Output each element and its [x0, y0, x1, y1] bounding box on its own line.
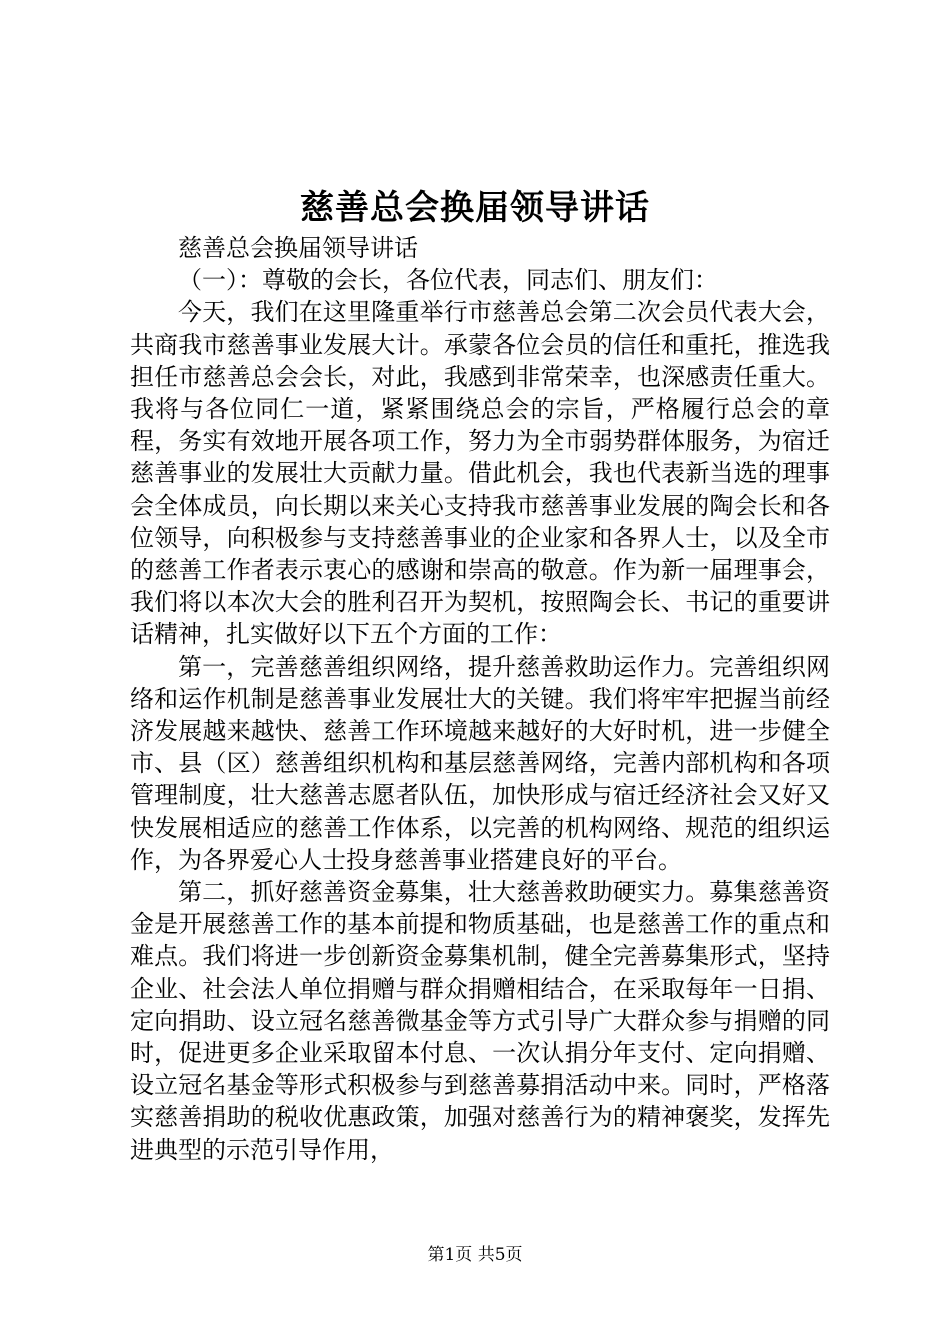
paragraph-point-one: 第一，完善慈善组织网络，提升慈善救助运作力。完善组织网络和运作机制是慈善事业发展壮大的关键。我们将牢牢把握当前经济发展越来越快、慈善工作环境越来越好的大好时机，进一步健全市、县（区）慈善组织机构和基层慈善网络，完善内部机构和各项管理制度，壮大慈善志愿者队伍，加快形成与宿迁经济社会又好又快发展相适应的慈善工作体系，以完善的机构网络、规范的组织运作，为各界爱心人士投身慈善事业搭建良好的平台。 [130, 652, 830, 874]
paragraph-subtitle: 慈善总会换届领导讲话 [178, 234, 418, 262]
paragraph-salutation: （一）：尊敬的会长，各位代表，同志们、朋友们： [178, 266, 718, 295]
paragraph-opening: 今天，我们在这里隆重举行市慈善总会第二次会员代表大会，共商我市慈善事业发展大计。承蒙各位会员的信任和重托，推选我担任市慈善总会会长，对此，我感到非常荣幸，也深感责任重大。我将与各位同仁一道，紧紧围绕总会的宗旨，严格履行总会的章程，务实有效地开展各项工作，努力为全市弱势群体服务，为宿迁慈善事业的发展壮大贡献力量。借此机会，我也代表新当选的理事会全体成员，向长期以来关心支持我市慈善事业发展的陶会长和各位领导，向积极参与支持慈善事业的企业家和各界人士，以及全市的慈善工作者表示衷心的感谢和崇高的敬意。作为新一届理事会，我们将以本次大会的胜利召开为契机，按照陶会长、书记的重要讲话精神，扎实做好以下五个方面的工作： [130, 298, 830, 649]
document-title: 慈善总会换届领导讲话 [300, 188, 650, 228]
page-footer: 第1页 共5页 [427, 1245, 523, 1265]
document-body [130, 232, 830, 1166]
paragraph-point-two: 第二，抓好慈善资金募集，壮大慈善救助硬实力。募集慈善资金是开展慈善工作的基本前提和物质基础，也是慈善工作的重点和难点。我们将进一步创新资金募集机制，健全完善募集形式，坚持企业、社会法人单位捐赠与群众捐赠相结合，在采取每年一日捐、定向捐助、设立冠名慈善微基金等方式引导广大群众参与捐赠的同时，促进更多企业采取留本付息、一次认捐分年支付、定向捐赠、设立冠名基金等形式积极参与到慈善募捐活动中来。同时，严格落实慈善捐助的税收优惠政策，加强对慈善行为的精神褒奖，发挥先进典型的示范引导作用， [130, 878, 830, 1164]
